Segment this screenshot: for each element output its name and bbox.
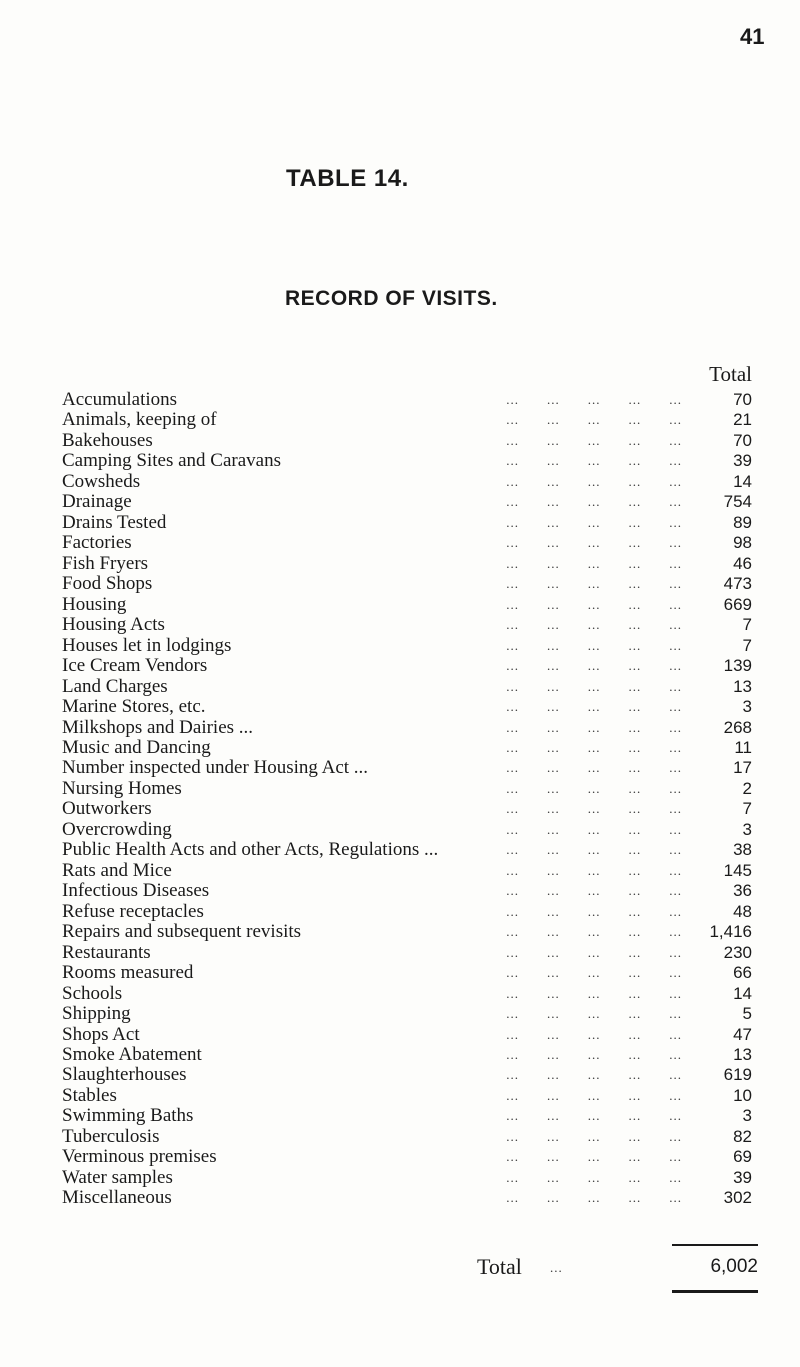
dot-leader: ... ... ... ... ... xyxy=(506,862,682,878)
row-value: 7 xyxy=(742,799,752,819)
dot-leader: ... ... ... ... ... xyxy=(506,1108,682,1124)
row-value: 70 xyxy=(733,390,752,409)
dot-leader: ... ... ... ... ... xyxy=(506,1067,682,1083)
row-label: Restaurants xyxy=(62,943,157,963)
table-title: TABLE 14. xyxy=(286,165,409,192)
row-label: Houses let in lodgings xyxy=(62,636,237,656)
table-row xyxy=(62,963,752,983)
row-value: 1,416 xyxy=(709,922,752,942)
dot-leader: ... ... ... ... ... xyxy=(506,555,682,571)
dot-leader: ... ... ... ... ... xyxy=(506,1047,682,1062)
dot-leader: ... ... ... ... ... xyxy=(506,658,682,674)
table-row xyxy=(62,738,752,758)
table-row xyxy=(62,677,752,697)
row-label: Ice Cream Vendors xyxy=(62,656,213,676)
row-label: Drains Tested xyxy=(62,513,172,533)
row-value: 473 xyxy=(723,574,752,594)
dot-leader: ... ... ... ... ... xyxy=(506,412,682,428)
table-row xyxy=(62,984,752,1004)
dot-leader: ... ... ... ... ... xyxy=(506,883,682,899)
dot-leader: ... ... ... ... ... xyxy=(506,617,682,633)
table-row xyxy=(62,861,752,881)
row-label: Bakehouses xyxy=(62,431,159,451)
row-value: 46 xyxy=(733,553,752,573)
row-value: 21 xyxy=(733,410,752,430)
row-label: Infectious Diseases xyxy=(62,881,215,901)
row-label: Miscellaneous xyxy=(62,1188,178,1208)
row-label: Accumulations xyxy=(62,390,183,410)
dot-leader: ... ... ... ... ... xyxy=(506,392,682,407)
row-label: Land Charges xyxy=(62,677,174,697)
dot-leader: ... ... ... ... ... xyxy=(506,924,682,940)
table-row xyxy=(62,574,752,594)
row-value: 98 xyxy=(733,533,752,553)
dot-leader: ... ... ... ... ... xyxy=(506,535,682,551)
dot-leader: ... ... ... ... ... xyxy=(506,780,682,796)
table-row xyxy=(62,595,752,615)
row-value: 268 xyxy=(723,717,752,737)
row-value: 69 xyxy=(733,1147,752,1167)
row-label: Tuberculosis xyxy=(62,1127,165,1147)
row-value: 10 xyxy=(733,1085,752,1105)
total-column-header: Total xyxy=(709,362,752,386)
section-title: RECORD OF VISITS. xyxy=(285,287,498,310)
table-row xyxy=(62,1168,752,1188)
dot-leader: ... ... ... ... ... xyxy=(506,453,682,469)
row-value: 754 xyxy=(723,492,752,512)
table-row xyxy=(62,1086,752,1106)
table-row xyxy=(62,1147,752,1167)
row-label: Water samples xyxy=(62,1168,179,1188)
row-label: Rats and Mice xyxy=(62,861,178,881)
row-value: 36 xyxy=(733,881,752,901)
row-label: Animals, keeping of xyxy=(62,410,223,430)
row-value: 13 xyxy=(733,676,752,696)
dot-leader: ... ... ... ... ... xyxy=(506,1190,682,1206)
table-row xyxy=(62,472,752,492)
dot-leader: ... ... ... ... ... xyxy=(506,596,682,612)
table-row xyxy=(62,943,752,963)
row-value: 39 xyxy=(733,451,752,471)
table-row xyxy=(62,390,752,410)
dot-leader: ... ... ... ... ... xyxy=(506,1128,682,1144)
table-row xyxy=(62,1065,752,1085)
row-value: 89 xyxy=(733,512,752,532)
row-label: Slaughterhouses xyxy=(62,1065,193,1085)
row-value: 139 xyxy=(723,656,752,676)
row-value: 48 xyxy=(733,901,752,921)
row-value: 14 xyxy=(733,983,752,1003)
dot-leader: ... ... ... ... ... xyxy=(506,1006,682,1022)
row-label: Drainage xyxy=(62,492,138,512)
row-label: Shops Act xyxy=(62,1025,146,1045)
row-label: Shipping xyxy=(62,1004,137,1024)
table-row xyxy=(62,554,752,574)
row-value: 619 xyxy=(723,1065,752,1085)
row-label: Camping Sites and Caravans xyxy=(62,451,287,471)
row-label: Smoke Abatement xyxy=(62,1045,208,1065)
dot-leader: ... ... ... ... ... xyxy=(506,739,682,755)
dot-leader: ... ... ... ... ... xyxy=(506,514,682,530)
table-row xyxy=(62,492,752,512)
table-row xyxy=(62,1106,752,1126)
row-label: Outworkers xyxy=(62,799,158,819)
dot-leader: ... ... ... ... ... xyxy=(506,985,682,1001)
dot-leader: ... ... ... ... ... xyxy=(506,760,682,776)
table-row xyxy=(62,718,752,738)
dot-leader: ... ... ... ... ... xyxy=(506,699,682,715)
grand-total-label: Total xyxy=(477,1254,522,1279)
row-value: 11 xyxy=(734,737,752,757)
row-label: Marine Stores, etc. xyxy=(62,697,212,717)
row-value: 13 xyxy=(733,1045,752,1064)
row-label: Cowsheds xyxy=(62,472,146,492)
table-row xyxy=(62,1004,752,1024)
row-label: Public Health Acts and other Acts, Regulations ... xyxy=(62,840,444,860)
dot-leader: ... ... ... ... ... xyxy=(506,1149,682,1165)
row-value: 82 xyxy=(733,1126,752,1146)
table-row xyxy=(62,881,752,901)
row-label: Stables xyxy=(62,1086,123,1106)
row-value: 302 xyxy=(723,1188,752,1208)
row-value: 3 xyxy=(742,819,752,839)
row-label: Number inspected under Housing Act ... xyxy=(62,758,374,778)
table-row xyxy=(62,533,752,553)
grand-total-dot-leader: ... xyxy=(550,1260,563,1275)
visits-table xyxy=(62,390,752,1209)
dot-leader: ... ... ... ... ... xyxy=(506,432,682,448)
table-row xyxy=(62,922,752,942)
dot-leader: ... ... ... ... ... xyxy=(506,1026,682,1042)
table-row xyxy=(62,758,752,778)
row-label: Music and Dancing xyxy=(62,738,217,758)
row-label: Fish Fryers xyxy=(62,554,154,574)
dot-leader: ... ... ... ... ... xyxy=(506,965,682,981)
dot-leader: ... ... ... ... ... xyxy=(506,1169,682,1185)
row-label: Schools xyxy=(62,984,128,1004)
table-row xyxy=(62,820,752,840)
row-value: 39 xyxy=(733,1167,752,1187)
table-row xyxy=(62,1127,752,1147)
row-value: 3 xyxy=(742,1106,752,1126)
dot-leader: ... ... ... ... ... xyxy=(506,903,682,919)
row-value: 7 xyxy=(742,635,752,655)
row-label: Refuse receptacles xyxy=(62,902,210,922)
row-value: 669 xyxy=(723,594,752,614)
dot-leader: ... ... ... ... ... xyxy=(506,637,682,653)
row-value: 7 xyxy=(742,615,752,635)
row-value: 70 xyxy=(733,430,752,450)
row-value: 17 xyxy=(733,758,752,778)
row-label: Milkshops and Dairies ... xyxy=(62,718,259,738)
row-label: Food Shops xyxy=(62,574,158,594)
dot-leader: ... ... ... ... ... xyxy=(506,719,682,735)
row-value: 230 xyxy=(723,942,752,962)
table-row xyxy=(62,513,752,533)
dot-leader: ... ... ... ... ... xyxy=(506,494,682,510)
row-value: 14 xyxy=(733,471,752,491)
grand-total-value: 6,002 xyxy=(710,1256,758,1277)
row-label: Nursing Homes xyxy=(62,779,188,799)
dot-leader: ... ... ... ... ... xyxy=(506,1087,682,1103)
dot-leader: ... ... ... ... ... xyxy=(506,842,682,858)
table-row xyxy=(62,410,752,430)
table-row xyxy=(62,697,752,717)
table-row xyxy=(62,431,752,451)
dot-leader: ... ... ... ... ... xyxy=(506,821,682,837)
row-value: 47 xyxy=(733,1024,752,1044)
table-row xyxy=(62,451,752,471)
row-label: Overcrowding xyxy=(62,820,178,840)
row-label: Verminous premises xyxy=(62,1147,223,1167)
row-label: Swimming Baths xyxy=(62,1106,199,1126)
row-label: Housing Acts xyxy=(62,615,171,635)
row-value: 2 xyxy=(742,778,752,798)
page-number: 41 xyxy=(740,24,765,49)
total-rule-bottom xyxy=(672,1290,758,1293)
table-row xyxy=(62,1188,752,1208)
row-label: Factories xyxy=(62,533,138,553)
row-value: 145 xyxy=(723,860,752,880)
row-value: 38 xyxy=(733,840,752,860)
table-row xyxy=(62,636,752,656)
table-row xyxy=(62,1045,752,1065)
row-label: Housing xyxy=(62,595,132,615)
table-row xyxy=(62,779,752,799)
table-row xyxy=(62,840,752,860)
row-label: Rooms measured xyxy=(62,963,199,983)
row-value: 66 xyxy=(733,963,752,983)
row-value: 3 xyxy=(742,697,752,717)
dot-leader: ... ... ... ... ... xyxy=(506,576,682,592)
table-row xyxy=(62,799,752,819)
total-rule-top xyxy=(672,1244,758,1246)
dot-leader: ... ... ... ... ... xyxy=(506,801,682,817)
row-label: Repairs and subsequent revisits xyxy=(62,922,307,942)
table-row xyxy=(62,615,752,635)
dot-leader: ... ... ... ... ... xyxy=(506,473,682,489)
table-row xyxy=(62,1025,752,1045)
table-row xyxy=(62,902,752,922)
table-row xyxy=(62,656,752,676)
dot-leader: ... ... ... ... ... xyxy=(506,678,682,694)
dot-leader: ... ... ... ... ... xyxy=(506,944,682,960)
row-value: 5 xyxy=(742,1004,752,1024)
